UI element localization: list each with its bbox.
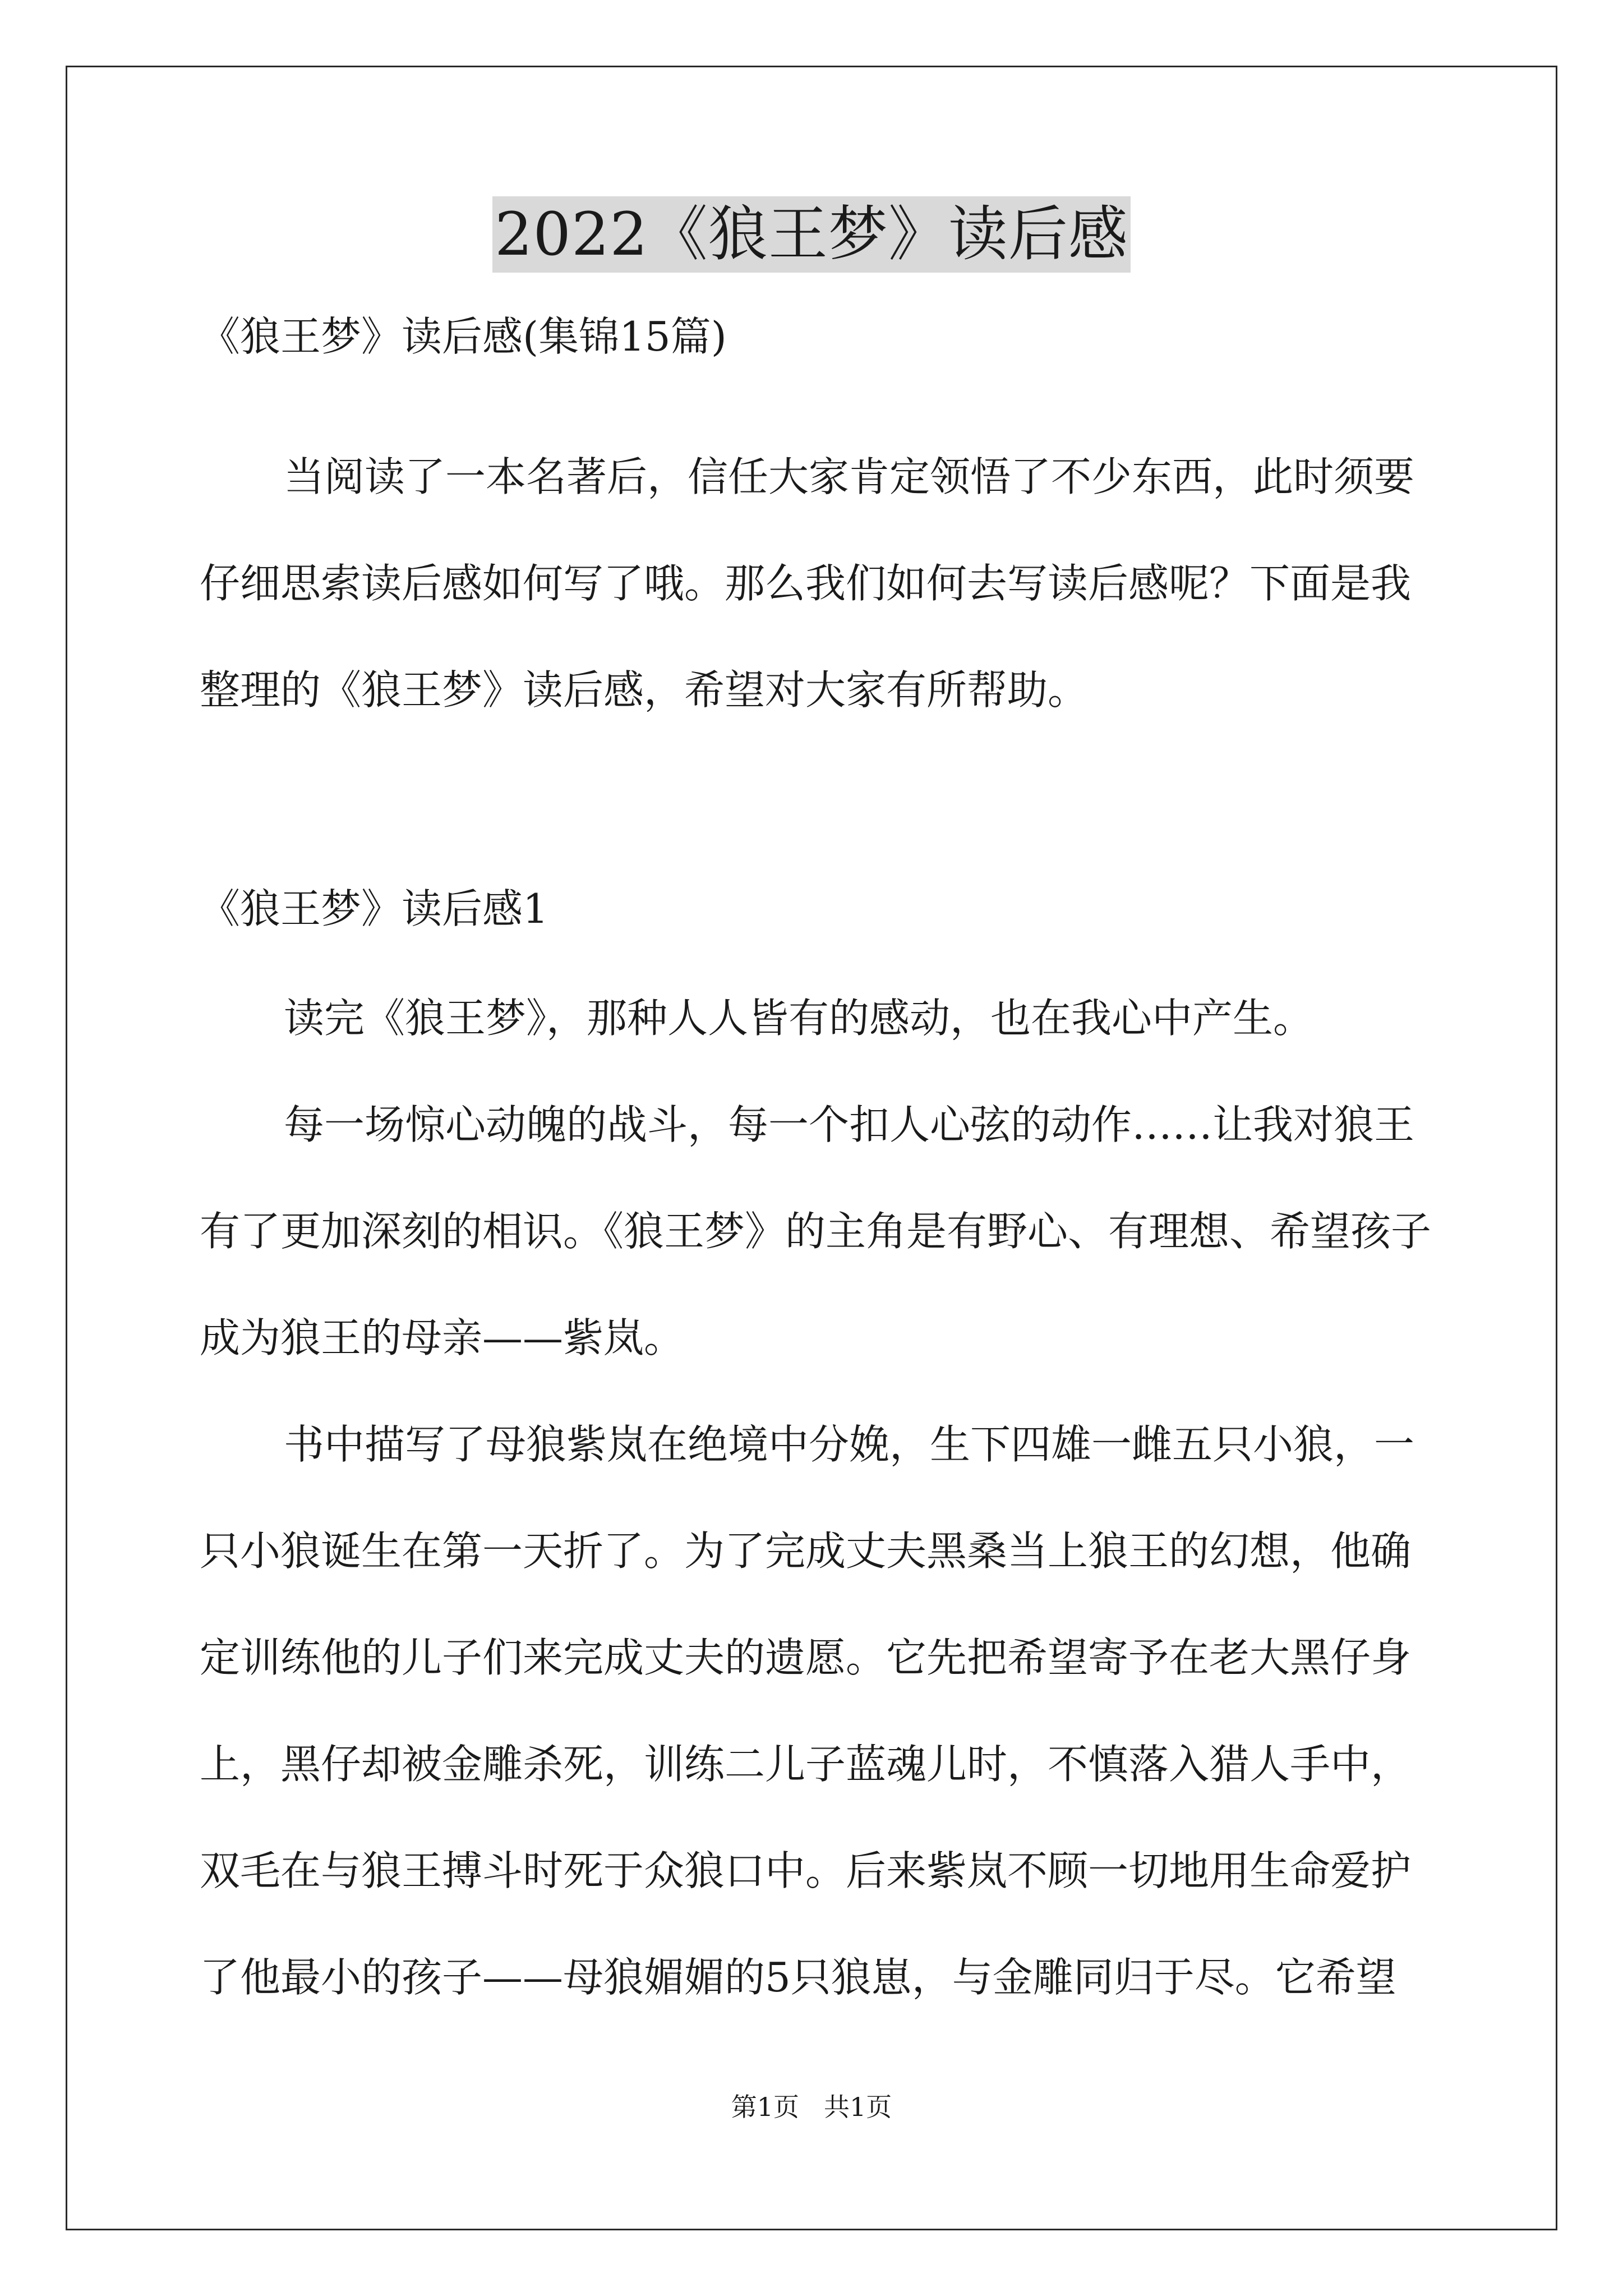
paragraph-line: 每一场惊心动魄的战斗，每一个扣人心弦的动作……让我对狼王 <box>284 1101 1415 1148</box>
page-number: 第1页 <box>731 2092 800 2122</box>
intro-line: 当阅读了一本名著后，信任大家肯定领悟了不少东西，此时须要 <box>284 453 1415 500</box>
paragraph-line: 有了更加深刻的相识。《狼王梦》的主角是有野心、有理想、希望孩子 <box>200 1208 1432 1255</box>
document-subtitle: 《狼王梦》读后感(集锦15篇) <box>200 313 727 360</box>
paragraph-line: 上，黑仔却被金雕杀死，训练二儿子蓝魂儿时，不慎落入猎人手中， <box>200 1741 1412 1788</box>
paragraph-line: 成为狼王的母亲——紫岚。 <box>200 1314 685 1361</box>
page-footer <box>0 2089 1623 2125</box>
intro-line: 整理的《狼王梦》读后感，希望对大家有所帮助。 <box>200 666 1089 714</box>
paragraph-line: 了他最小的孩子——母狼媚媚的5只狼崽，与金雕同归于尽。它希望 <box>200 1954 1396 2001</box>
paragraph-line: 定训练他的儿子们来完成丈夫的遗愿。它先把希望寄予在老大黑仔身 <box>200 1634 1412 1681</box>
intro-line: 仔细思索读后感如何写了哦。那么我们如何去写读后感呢？下面是我 <box>200 560 1412 607</box>
section-heading: 《狼王梦》读后感1 <box>200 885 548 932</box>
document-title: 2022《狼王梦》读后感 <box>492 196 1131 273</box>
paragraph-line: 只小狼诞生在第一天折了。为了完成丈夫黑桑当上狼王的幻想，他确 <box>200 1527 1412 1575</box>
title-container <box>0 196 1623 273</box>
paragraph-line: 双毛在与狼王搏斗时死于众狼口中。后来紫岚不顾一切地用生命爱护 <box>200 1847 1412 1894</box>
paragraph-line: 书中描写了母狼紫岚在绝境中分娩，生下四雄一雌五只小狼，一 <box>284 1421 1415 1468</box>
page-total: 共1页 <box>823 2092 892 2122</box>
paragraph-line: 读完《狼王梦》，那种人人皆有的感动，也在我心中产生。 <box>284 995 1314 1042</box>
